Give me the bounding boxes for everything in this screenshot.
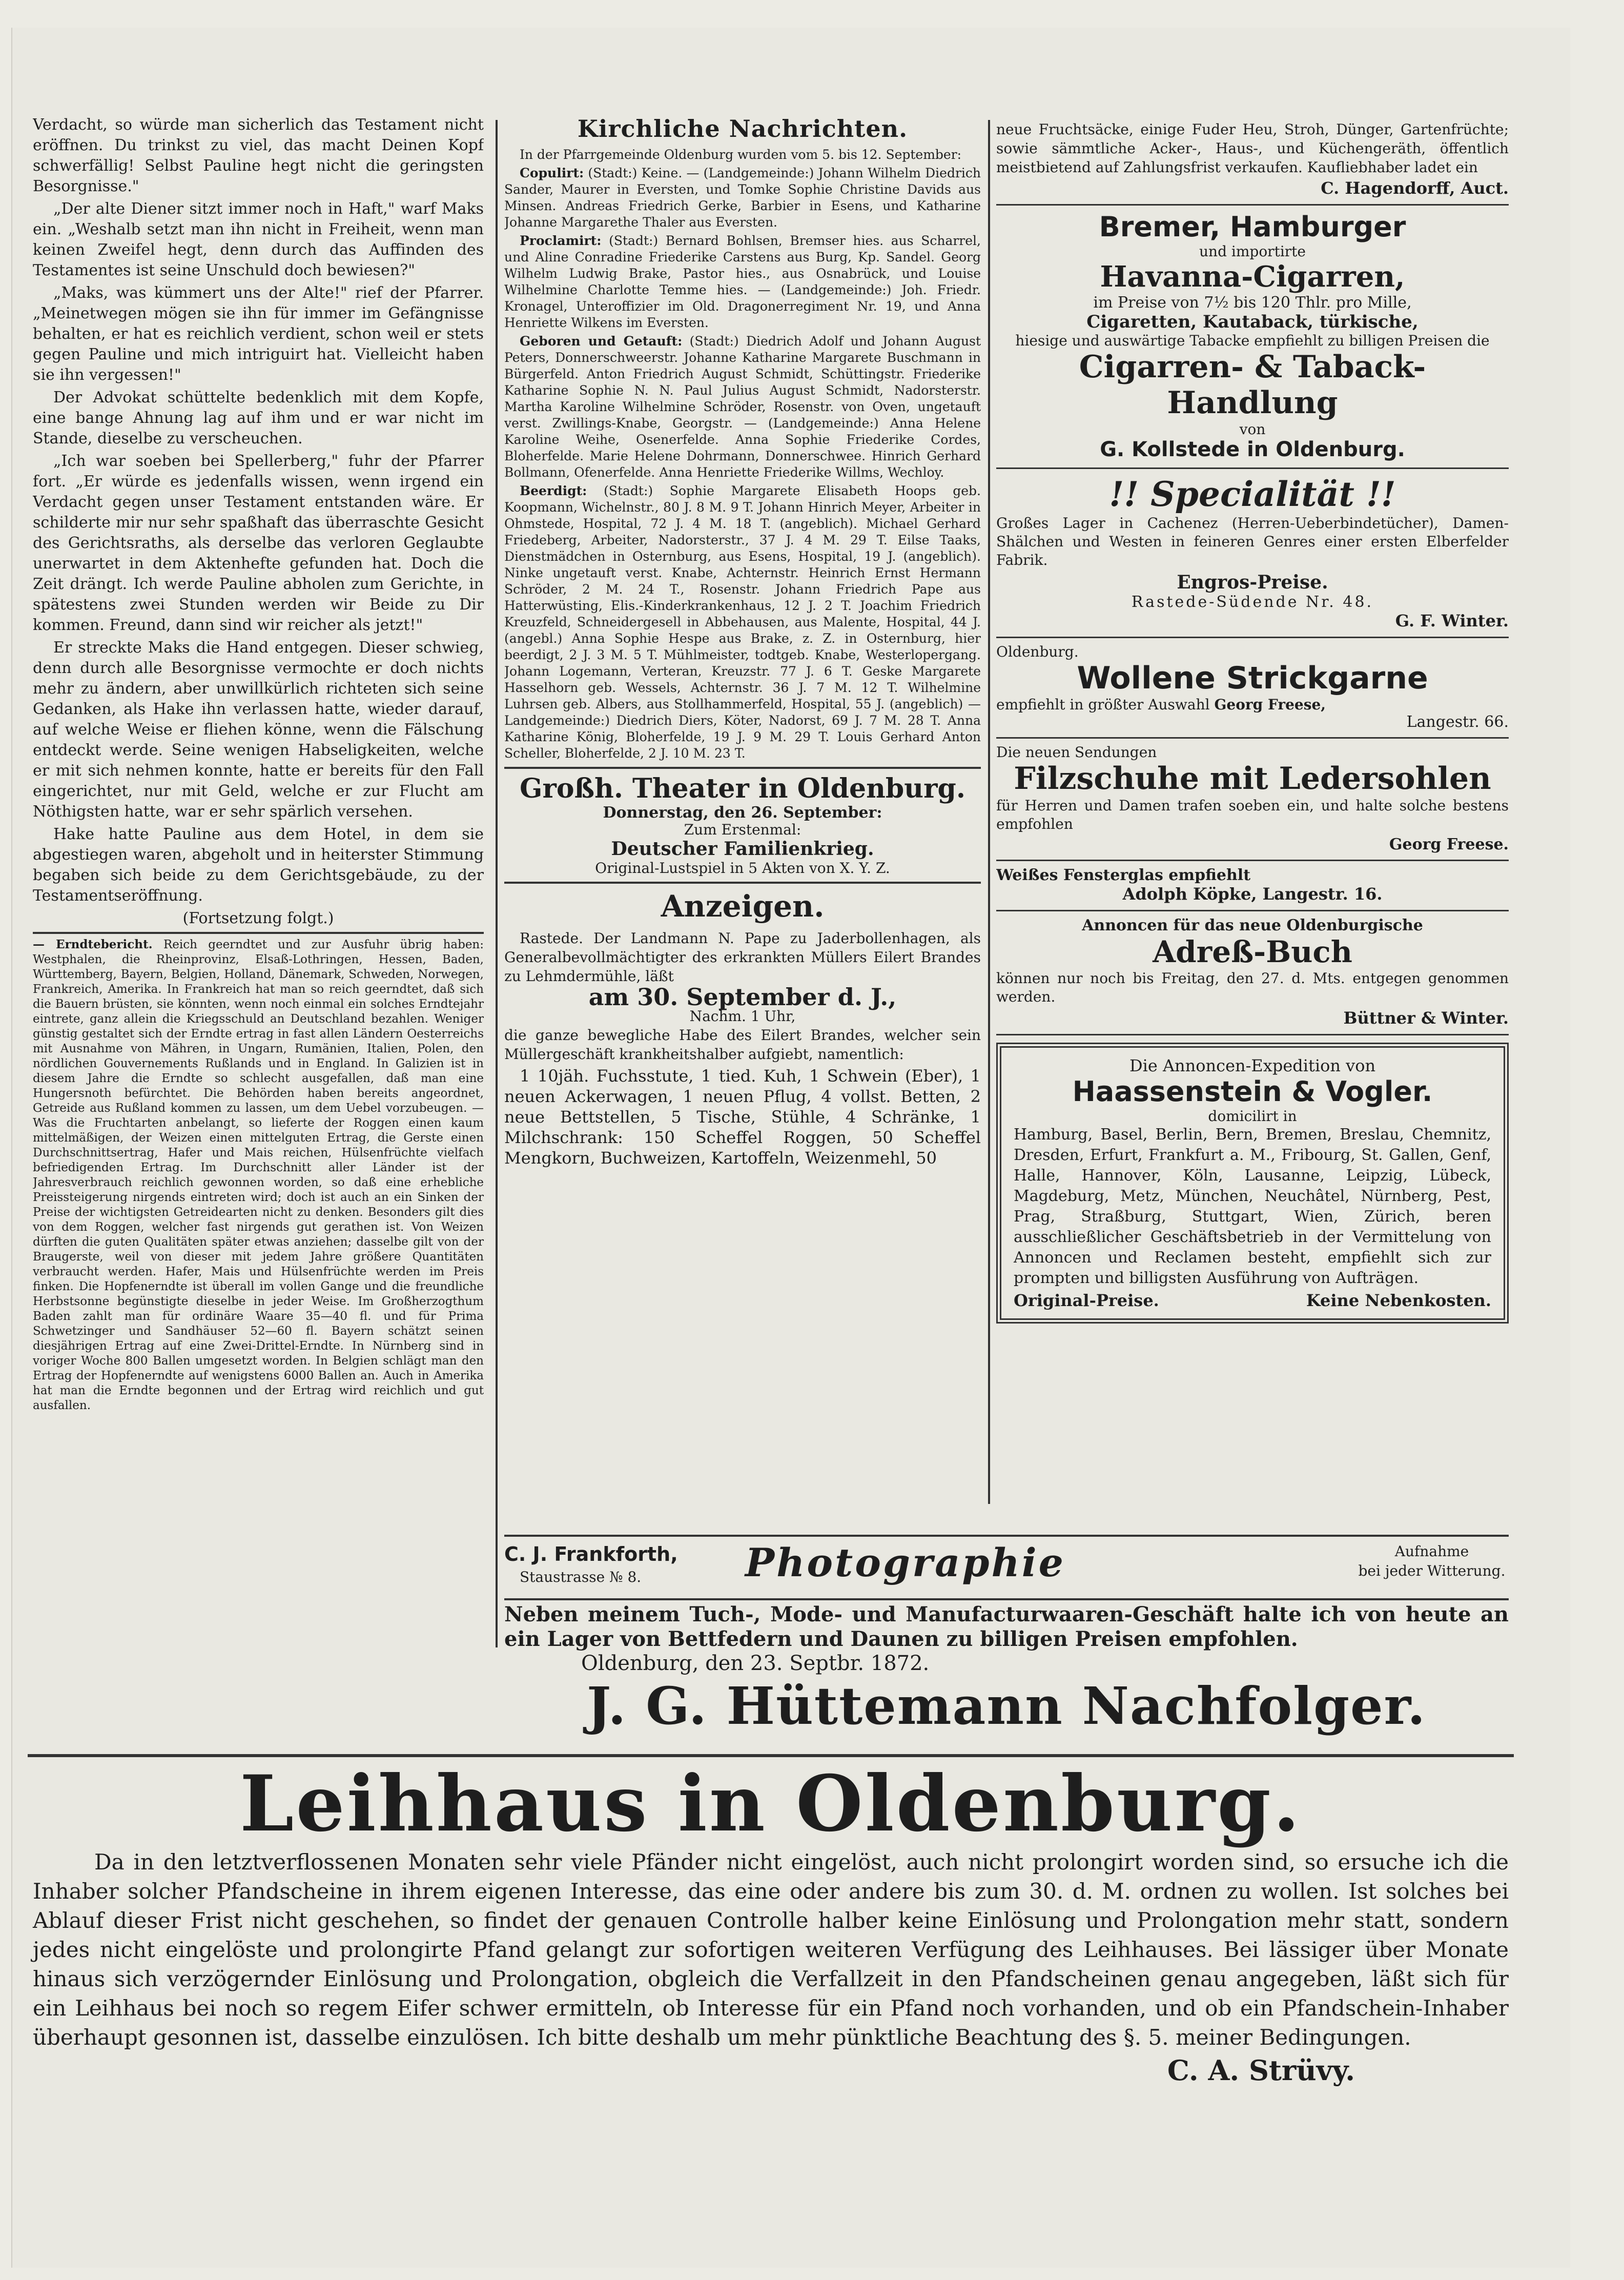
leihhaus-text: Da in den letztverflossenen Monaten sehr viele Pfänder nicht eingelöst, auch nicht prolongirt worden sind, so ersuche ich die Inhaber solcher Pfandscheine in ihrem eigenen Interesse, das eine oder andere bis zum 30. d. M. ordnen zu wollen. Ist solches bei Ablauf dieser Frist nicht geschehen, so findet der genauen Controlle halber keine Einlösung und Prolongation mehr statt, sondern jedes nicht eingelöste und prolongirte Pfand gelangt zur sofortigen weiteren Verfügung des Leihhauses. Bei lässiger über Monate hinaus sich verzögernder Einlösung und Prolongation, obgleich die Verfallzeit in den Pfandscheinen genau angegeben, läßt sich für ein Leihhaus bei noch so regem Eifer schwer ermitteln, ob Interesse für ein Pfand noch vorhanden, und ob ein Pfandschein-Inhaber überhaupt gesonnen ist, dasselbe einzulösen. Ich bitte deshalb um mehr pünktliche Beachtung des §. 5. meiner Bedingungen. (33, 1849, 1509, 2050)
harvest-report-text: Reich geerndtet und zur Ausfuhr übrig haben: Westphalen, die Rheinprovinz, Elsaß-Lothringen, Hessen, Baden, Württemberg, Bayern, Belgien, Holland, Dänemark, Schweden, Norwegen, Frankreich, Amerika. In Frankreich hat man so reich geerndtet, daß sich die Bauern brüsten, sie könnten, wenn noch einmal ein solches Erndtejahr eintrete, ganz allein die Kriegsschuld an Deutschland bezahlen. Weniger günstig gestaltet sich der Erndte ertrag in fast allen Ländern Oesterreichs mit Ausnahme von Mähren, in Ungarn, Rumänien, Italien, Polen, den nördlichen Gouvernements Rußlands und in England. In Galizien ist in diesem Jahre die Erndte so schlecht ausgefallen, daß man eine Hungersnoth befürchtet. Die Behörden haben bereits angeordnet, Getreide aus Rußland kommen zu lassen, um dem Uebel vorzubeugen. — Was die Fruchtarten anbelangt, so lieferte der Roggen einen kaum mittelmäßigen, der Weizen einen mittelguten Ertrag, die Gerste einen Durchschnittsertrag, Hafer und Mais reichen, Hülsenfrüchte vielfach befriedigenden Ertrag. Im Durchschnitt aller Länder ist der Jahresverbrauch reichlich gewonnen worden, so daß eine erhebliche Preissteigerung nirgends eintreten wird; doch ist auch an ein Sinken der Preise der wichtigsten Getreidearten nicht zu denken. Besonders gilt dies von dem Roggen, welcher fast nirgends gut gerathen ist. Von Weizen dürften die guten Qualitäten später etwas anziehen; dasselbe gilt von der Braugerste, weil von dieser mit jedem Jahre größere Quantitäten verbraucht werden. Hafer, Mais und Hülsenfrüchte werden im Preis finken. Die Hopfenerndte ist überall im vollen Gange und die freundliche Herbstsonne begünstigte dieselbe in jeder Weise. Im Großherzogthum Baden zahlt man für ordinäre Waare 35—40 fl. und für Prima Schwetzinger und Sandhäuser 52—60 fl. Bayern schätzt seinen diesjährigen Ertrag auf eine Zwei-Drittel-Erndte. In Nürnberg sind in voriger Woche 800 Ballen umgesetzt worden. In Belgien schlägt man den Ertrag der Hopfenerndte auf wenigstens 6000 Ballen an. Auch in Amerika hat man die Erndte begonnen und der Ertrag wird reichlich und gut ausfallen. (33, 938, 484, 1412)
box-domicil: domicilirt in (1208, 1108, 1297, 1125)
cigar-line-2: und importirte (1199, 243, 1306, 260)
geboren-text: (Stadt:) Diedrich Adolf und Johann August Peters, Donnerschweerstr. Johanne Katharine Margarete Buschmann in Bürgerfeld. Anton Friedrich August Schmidt, Schüttingstr. Friederike Katharine Sophie N. N. Paul Julius August Schmidt, Nadorsterstr. Martha Karoline Wilhelmine Schröder, Rosenstr. von Oven, ungetauft verst. Zwillings-Knabe, Georgstr. — (Landgemeinde:) Anna Helene Karoline Weihe, Osenerfelde. Anna Sophie Friederike Cordes, Bloherfelde. Marie Helene Dohrmann, Donnerschwee. Hinrich Gerhard Bollmann, Ofenerfelde. Anna Henriette Friederike Willms, Wechloy. (504, 334, 981, 480)
auction-signature: C. Hagendorff, Auct. (1321, 178, 1509, 198)
cigar-ad (996, 206, 1509, 469)
divider (33, 932, 484, 934)
specialitaet-ad (996, 469, 1509, 638)
cigar-line-5: Cigaretten, Kautaback, türkische, (1086, 312, 1419, 332)
box-pre: Die Annoncen-Expedition von (1129, 1056, 1376, 1075)
church-copulirt (504, 165, 981, 231)
wool-place: Oldenburg. (996, 643, 1079, 660)
divider (504, 767, 981, 769)
proclamirt-label: Proclamirt: (520, 233, 602, 248)
cigar-line-6: hiesige und auswärtige Tabacke empfiehlt zu billigen Preisen die (1015, 332, 1490, 349)
column-rule-1 (496, 120, 498, 1647)
story-paragraph: Der Advokat schüttelte bedenklich mit dem Kopfe, eine bange Ahnung lag auf ihm und er war nicht im Stande, dieselbe zu verscheuchen. (33, 389, 484, 447)
divider-photo-bottom (504, 1598, 1509, 1600)
auction-continuation-ad (996, 115, 1509, 206)
divider (504, 882, 981, 884)
spec-signature: G. F. Winter. (1395, 611, 1509, 630)
photo-name: C. J. Frankforth, (504, 1543, 678, 1565)
column-2 (504, 115, 981, 1170)
wool-address: Langestr. 66. (1406, 713, 1509, 731)
photo-right-2: bei jeder Witterung. (1358, 1562, 1506, 1579)
spec-title: !! Specialität !! (1109, 474, 1396, 514)
haassenstein-vogler-ad (996, 1043, 1509, 1324)
story-paragraph: „Ich war soeben bei Spellerberg," fuhr der Pfarrer fort. „Er würde es jedenfalls wissen, wenn irgend ein Verdacht gegen unser Testament entstanden wäre. Er schilderte mir nur sehr spaßhaft das überraschte Gesicht des Gerichtsraths, als derselbe das verloren Geglaubte unerwartet in dem Aktenhefte gefunden hat. Doch die Zeit drängt. Ich werde Pauline abholen zum Gerichte, in spätestens zwei Stunden werden wir Beide zu Dir kommen. Freund, dann sind wir reicher als jetzt!" (33, 452, 484, 634)
adressbuch-ad (996, 911, 1509, 1035)
leihhaus-title: Leihhaus in Oldenburg. (239, 1759, 1302, 1849)
beerdigt-text: (Stadt:) Sophie Margarete Elisabeth Hoops geb. Koopmann, Wichelnstr., 80 J. 8 M. 9 T. Johann Hinrich Meyer, Arbeiter in Ohmstede, Hospital, 72 J. 4 M. 18 T. (angeblich). Michael Gerhard Friedeberg, Arbeiter, Nadorsterstr., 37 J. 4 M. 29 T. Eilse Taaks, Dienstmädchen in Osternburg, aus Esens, Hospital, 19 J. (angeblich). Ninke ungetauft verst. Knabe, Achternstr. Heinrich Ernst Hermann Schröder, 2 M. 24 T., Rosenstr. Johann Friedrich Pape aus Hatterwüsting, Elis.-Kinderkrankenhaus, 12 J. 2 T. Joachim Friedrich Kreuzfeld, Schneidergesell in Abbehausen, aus Malente, Hospital, 44 J. (angebl.) Anna Sophie Hespe aus Brake, z. Z. in Osternburg, hier beerdigt, 2 J. 3 M. 5 T. Mühlmeister, todtgeb. Knabe, Westerlopergang. Johann Logemann, Verteran, Kreuzstr. 77 J. 6 T. Geske Margarete Hasselhorn geb. Wessels, Achternstr. 36 J. 7 M. 12 T. Wilhelmine Luhrsen geb. Albers, aus Stollhammerfeld, Hospital, 55 J. (angeblich) — Landgemeinde:) Diedrich Diers, Köter, Nadorst, 69 J. 7 M. 28 T. Anna Katharine König, Bloherfelde, 19 J. 9 M. 29 T. Louis Gerhard Anton Scheller, Bloherfelde, 2 J. 10 M. 23 T. (504, 483, 981, 761)
auction-cont-text: neue Fruchtsäcke, einige Fuder Heu, Stroh, Dünger, Gartenfrüchte; sowie sämmtliche Acker-, Haus-, und Küchengeräth, öffentlich meistbietend auf Zahlungsfrist verkaufen. Kaufliebhaber ladet ein (996, 121, 1509, 176)
theater-sub: Zum Erstenmal: (684, 821, 801, 838)
theater-date: Donnerstag, den 26. September: (603, 804, 882, 822)
felt-pre: Die neuen Sendungen (996, 744, 1157, 761)
church-news-intro: In der Pfarrgemeinde Oldenburg wurden vom 5. bis 12. September: (520, 147, 962, 162)
leihhaus-ad (33, 1760, 1509, 2087)
wool-signature: Georg Freese, (1214, 696, 1326, 713)
cigar-line-7: Cigarren- & Taback-Handlung (1079, 349, 1426, 421)
theater-desc: Original-Lustspiel in 5 Akten von X. Y. Z. (595, 860, 890, 877)
spec-address: Rastede-Südende Nr. 48. (1131, 593, 1374, 611)
story-paragraph: „Maks, was kümmert uns der Alte!" rief der Pfarrer. „Meinetwegen mögen sie ihn für immer im Gefängnisse behalten, er hat es reichlich verdient, schon weil er stets gegen Pauline und mich intriguirt hat. Vielleicht haben sie ihn vergessen!" (33, 284, 484, 384)
adress-pre: Annoncen für das neue Oldenburgische (1082, 917, 1423, 934)
wool-text (996, 696, 1509, 713)
felt-title: Filzschuhe mit Ledersohlen (1014, 761, 1491, 797)
box-text: Hamburg, Basel, Berlin, Bern, Bremen, Breslau, Chemnitz, Dresden, Erfurt, Frankfurt a. M., Fribourg, St. Gallen, Genf, Halle, Hannover, Köln, Lausanne, Leipzig, Lübeck, Magdeburg, Metz, München, Neuchâtel, Nürnberg, Pest, Prag, Straßburg, Stuttgart, Wien, Zürich, beren ausschließlicher Geschäftsbetrieb in der Vermittelung von Annoncen und Reclamen besteht, empfiehlt sich zur prompten und billigsten Ausführung von Aufträgen. (1014, 1126, 1491, 1287)
box-title: Haassenstein & Vogler. (1072, 1075, 1433, 1108)
auction-time: Nachm. 1 Uhr, (689, 1008, 796, 1025)
box-footer-left: Original-Preise. (1014, 1291, 1159, 1310)
glass-signature: Adolph Köpke, Langestr. 16. (1122, 884, 1383, 904)
divider-leihhaus-top (28, 1754, 1514, 1757)
spec-engros: Engros-Preise. (1177, 572, 1328, 593)
photo-title: Photographie (745, 1540, 1065, 1585)
story-paragraph: Hake hatte Pauline aus dem Hotel, in dem sie abgestiegen waren, abgeholt und in heiterster Stimmung begaben sich beide zu dem Gerichtsgebäude, zu der Testamentseröffnung. (33, 825, 484, 905)
cigar-line-4: im Preise von 7½ bis 120 Thlr. pro Mille, (1093, 294, 1412, 312)
column-3 (996, 115, 1509, 1324)
huettemann-ad (504, 1602, 1509, 1761)
wool-title: Wollene Strickgarne (1077, 660, 1428, 696)
auction-text-2: die ganze bewegliche Habe des Eilert Brandes, welcher sein Müllergeschäft krankheitshalber aufgiebt, namentlich: (504, 1027, 981, 1063)
story-paragraph: Er streckte Maks die Hand entgegen. Dieser schwieg, denn durch alle Besorgnisse vermochte er doch nichts mehr zu ändern, aber unwillkürlich richteten sich seine Gedanken, als Hake ihn verlassen hatte, wieder darauf, auf welche Weise er fliehen könne, wenn die Fälschung entdeckt werde. Seine wenigen Habseligkeiten, welche er mit sich nehmen konnte, hatte er bereits für den Fall eingerichtet, nur mit Geld, welche er zur Flucht am Nöthigsten hatte, war er sehr spärlich versehen. (33, 639, 484, 821)
story-paragraph: Verdacht, so würde man sicherlich das Testament nicht eröffnen. Du trinkst zu viel, das macht Deinen Kopf schwerfällig! Selbst Pauline hegt nicht die geringsten Besorgnisse." (33, 116, 484, 195)
photographie-ad (504, 1540, 1509, 1596)
newspaper-page (11, 28, 1570, 2268)
leihhaus-signature: C. A. Strüvy. (1167, 2054, 1355, 2087)
box-footer-right: Keine Nebenkosten. (1306, 1291, 1491, 1310)
harvest-report (33, 937, 484, 1413)
adress-signature: Büttner & Winter. (1343, 1008, 1509, 1028)
theater-title: Großh. Theater in Oldenburg. (520, 773, 965, 804)
beerdigt-label: Beerdigt: (520, 483, 587, 498)
cigar-line-1: Bremer, Hamburger (1099, 211, 1406, 243)
column-1 (33, 115, 484, 1415)
story-paragraph: „Der alte Diener sitzt immer noch in Haft," warf Maks ein. „Weshalb setzt man ihn nicht in Freiheit, wenn man keinen Zweifel hegt, denn durch das Auffinden des Testamentes ist seine Unschuld doch bewiesen?" (33, 200, 484, 279)
box-footer (1014, 1291, 1491, 1310)
felt-signature: Georg Freese. (1389, 836, 1509, 853)
adress-title: Adreß-Buch (1153, 934, 1352, 969)
spec-text: Großes Lager in Cachenez (Herren-Ueberbindetücher), Damen-Shälchen und Westen in feineren Genres einer ersten Elberfelder Fabrik. (996, 515, 1509, 568)
felt-shoes-ad (996, 739, 1509, 861)
wool-ad (996, 638, 1509, 739)
glass-ad (996, 861, 1509, 911)
theater-play: Deutscher Familienkrieg. (611, 838, 874, 860)
church-proclamirt (504, 233, 981, 331)
photo-address: Staustrasse № 8. (520, 1569, 642, 1585)
harvest-report-title: — Erndtebericht. (33, 938, 153, 951)
church-beerdigt (504, 483, 981, 762)
geboren-label: Geboren und Getauft: (520, 334, 683, 349)
felt-text: für Herren und Damen trafen soeben ein, und halte solche bestens empfohlen (996, 797, 1509, 832)
photo-right-1: Aufnahme (1394, 1543, 1469, 1560)
proclamirt-text: (Stadt:) Bernard Bohlsen, Bremser hies. aus Scharrel, und Aline Conradine Friederike Carstens aus Burg, Kp. Sandel. Georg Wilhelm Ludwig Brake, Pastor hies., aus Osnabrück, und Louise Wilhelmine Charlotte Temme hies. — (Landgemeinde:) Joh. Friedr. Kronagel, Unteroffizier im Old. Dragonerregiment Nr. 19, und Anna Henriette Wilkens im Eversten. (504, 233, 981, 330)
huett-text: Neben meinem Tuch-, Mode- und Manufacturwaaren-Geschäft halte ich von heute an ein Lager von Bettfedern und Daunen zu billigen Preisen empfohlen. (504, 1602, 1509, 1651)
glass-text: Weißes Fensterglas empfiehlt (996, 866, 1251, 884)
auction-date: am 30. September d. J., (588, 983, 897, 1011)
huett-name: J. G. Hüttemann Nachfolger. (586, 1676, 1427, 1736)
church-geboren (504, 333, 981, 481)
continuation-note: (Fortsetzung folgt.) (182, 909, 334, 927)
divider-photo-top (504, 1535, 1509, 1537)
copulirt-text: (Stadt:) Keine. — (Landgemeinde:) Johann Wilhelm Diedrich Sander, Maurer in Eversten, und Tomke Sophie Christine Davids aus Minsen. Andreas Friedrich Gerke, Barbier in Esens, und Katharine Johanne Margarethe Thaler aus Eversten. (504, 166, 981, 230)
anzeigen-title: Anzeigen. (661, 889, 825, 924)
cigar-line-9: G. Kollstede in Oldenburg. (1100, 438, 1405, 461)
copulirt-label: Copulirt: (520, 166, 584, 180)
church-news-title: Kirchliche Nachrichten. (577, 115, 908, 142)
column-rule-2 (988, 120, 990, 1504)
cigar-line-3: Havanna-Cigarren, (1100, 260, 1405, 294)
auction-text: Rastede. Der Landmann N. Pape zu Jaderbollenhagen, als Generalbevollmächtigter des erkrankten Müllers Eilert Brandes zu Lehmdermühle, läßt (504, 930, 981, 985)
auction-items: 1 10jäh. Fuchsstute, 1 tied. Kuh, 1 Schwein (Eber), 1 neuen Ackerwagen, 1 neuen Pflug, 4 vollst. Betten, 2 neue Bettstellen, 5 Tische, Stühle, 4 Schränke, 1 Milchschrank: 150 Scheffel Roggen, 50 Scheffel Mengkorn, Buchweizen, Kartoffeln, Weizenmehl, 50 (504, 1066, 981, 1168)
huett-date: Oldenburg, den 23. Septbr. 1872. (581, 1652, 930, 1675)
adress-text: können nur noch bis Freitag, den 27. d. Mts. entgegen genommen werden. (996, 970, 1509, 1005)
cigar-line-8: von (1239, 421, 1266, 438)
wool-text-body: empfiehlt in größter Auswahl (996, 696, 1210, 713)
